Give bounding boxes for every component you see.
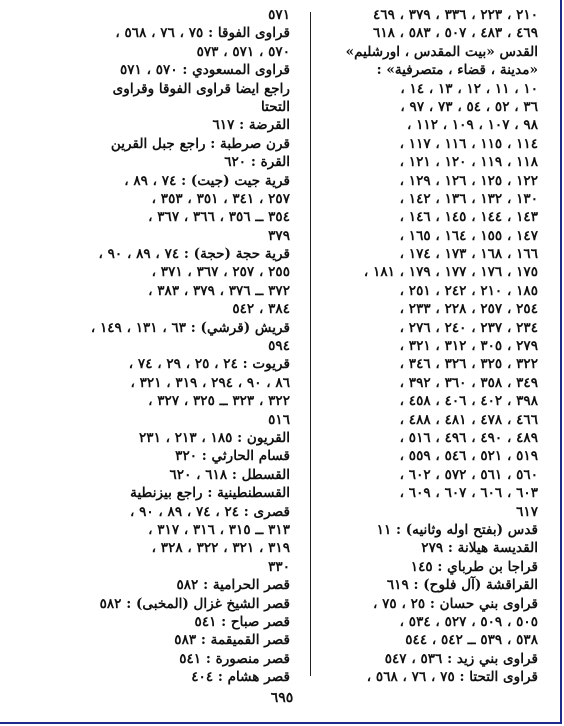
left-column-line: ٨٦ ، ٩٠ ، ٢٩٤ ، ٣١٩ ، ٣٢١ ، (130, 374, 290, 391)
left-column-line: ٣٧٢ ــ ٣٧٦ ، ٣٧٩ ، ٣٨٣ ، (148, 282, 290, 299)
left-column-line: ٢٥٥ ، ٢٥٧ ، ٣٦٧ ، ٣٧١ ، (151, 264, 290, 281)
right-column-line: ١٧٥ ، ١٧٦ ، ١٧٧ ، ١٧٩ ، ١٨١ ، (363, 264, 538, 281)
right-column-line: قدس (بفتح اوله وثانيه) : ١١ (376, 521, 538, 538)
left-column-line: قسام الحارثي : ٣٢٠ (175, 448, 290, 465)
right-column-line: ٥٠٥ ، ٥٠٩ ، ٥٢٧ ، ٥٣٤ ، (399, 613, 538, 630)
right-column-line: ١٤٧ ، ١٥٥ ، ١٦٤ ، ١٦٥ ، (399, 227, 538, 244)
right-column-line: ١٢٢ ، ١٢٥ ، ١٢٦ ، ١٢٩ ، (399, 172, 538, 189)
left-column-line: ٣١٣ ــ ٣١٥ ، ٣١٦ ، ٣١٧ ، (148, 521, 290, 538)
right-column-line: ١٠ ، ١١ ، ١٢ ، ١٣ ، ١٤ ، (400, 80, 538, 97)
right-column-line: ٣٤٩ ، ٣٥٨ ، ٣٦٠ ، ٣٩٢ ، (399, 374, 538, 391)
right-column-line: ٩٨ ، ١٠٧ ، ١٠٩ ، ١١٢ ، (406, 117, 538, 134)
left-column-line: ٣٣٠ (268, 558, 290, 575)
left-column-line: قريوت : ٢٤ ، ٢٥ ، ٢٩ ، ٧٤ ، (128, 356, 290, 373)
right-column-line: ٦٠٣ ، ٦٠٦ ، ٦٠٧ ، ٦٠٩ ، (399, 485, 538, 502)
right-column-line: ١٣٠ ، ١٣٢ ، ١٣٦ ، ١٤٢ ، (399, 190, 538, 207)
right-column-line: «مدينة ، قضاء ، متصرفية» : (376, 62, 538, 79)
left-column-line: القسطل : ٦١٨ ، ٦٢٠ (169, 466, 290, 483)
left-column-line: قصر صباح : ٥٤١ (194, 613, 290, 630)
left-column-line: قصر الحرامية : ٥٨٢ (176, 577, 290, 594)
right-column-line: القدس «بيت المقدس ، اورشليم» (345, 43, 538, 60)
left-column-line: ٣٢٢ ، ٣٢٣ ــ ٣٢٥ ، ٣٢٧ ، (148, 393, 290, 410)
left-column-line: قصر القميقمة : ٥٨٣ (174, 632, 290, 649)
column-divider (310, 12, 311, 676)
left-column-line: قرن صرطبة : راجع جبل القرين (110, 135, 290, 152)
left-column-line: قصرى : ٢٤ ، ٧٤ ، ٨٩ ، ٩٠ ، (129, 503, 290, 520)
left-column (34, 6, 290, 686)
left-column-line: قريش (قرشي) : ٦٣ ، ١٣١ ، ١٤٩ ، (90, 319, 290, 336)
right-column-line: ٣٦ ، ٥٢ ، ٥٤ ، ٧٣ ، ٩٧ ، (400, 98, 538, 115)
left-column-line: ٣٥٤ ــ ٣٥٦ ، ٣٦٦ ، ٣٦٧ ، (148, 209, 290, 226)
right-column-line: ٣٢٢ ، ٣٢٥ ، ٣٢٦ ، ٣٤٦ ، (399, 356, 538, 373)
left-column-line: ٣٨٤ ، ٥٤٢ (232, 301, 290, 318)
right-column-line: قراوى بني حسان : ٢٥ ، ٧٥ ، (372, 595, 538, 612)
left-column-line: راجع ايضا قراوى الفوقا وقراوى (112, 80, 290, 97)
right-column-line: ١٤٣ ، ١٤٤ ، ١٤٥ ، ١٤٦ ، (399, 209, 538, 226)
right-column-line: ٣٩٨ ، ٤٠٢ ، ٤٠٦ ، ٤٥٨ ، (399, 393, 538, 410)
right-column-line: ٤٨٩ ، ٤٩٠ ، ٤٩٦ ، ٥١٦ ، (399, 429, 538, 446)
right-column-line: ٢١٠ ، ٢٢٣ ، ٣٣٦ ، ٣٧٩ ، ٤٦٩ (373, 7, 538, 23)
left-column-line: التحتا (260, 98, 290, 115)
left-column-line: ٥٧١ (268, 7, 290, 23)
left-column-line: ٣٧٩ (268, 227, 290, 244)
right-column-line: ١١٤ ، ١١٥ ، ١١٦ ، ١١٧ ، (399, 135, 538, 152)
left-column-line: قراوى المسعودي : ٥٧٠ ، ٥٧١ (119, 62, 290, 79)
left-column-line: ٥٩٤ (268, 338, 290, 355)
right-column-line: ١١٨ ، ١١٩ ، ١٢٠ ، ١٢١ ، (399, 154, 538, 171)
right-column-line: ٢٧٩ ، ٣٠٥ ، ٣١٢ ، ٣٢١ ، (399, 338, 538, 355)
page-number: ٦٩٥ (270, 690, 294, 706)
left-column-line: ٥٧٠ ، ٥٧١ ، ٥٧٣ (196, 43, 290, 60)
left-column-line: قصر الشيخ غزال (المخبى) : ٥٨٢ (99, 595, 290, 612)
left-column-line: القرضة : ٦١٧ (212, 117, 290, 134)
right-column-line: قراوى التحتا : ٧٥ ، ٧٦ ، ٥٦٨ ، (366, 669, 538, 686)
left-column-line: القريون : ١٨٥ ، ٢١٣ ، ٢٣١ (138, 429, 290, 446)
left-column-line: قرية حجة (حجة) : ٧٤ ، ٨٩ ، ٩٠ ، (98, 246, 290, 263)
right-column-line: ٥١٩ ، ٥٢١ ، ٥٤٦ ، ٥٥٩ ، (399, 448, 538, 465)
index-page (26, 6, 538, 686)
right-column-line: ٤٦٩ ، ٤٨٣ ، ٥٠٧ ، ٥٨٣ ، ٦١٨ (373, 25, 538, 42)
left-column-line: قرية جيت (جيت) : ٧٤ ، ٨٩ ، (124, 172, 290, 189)
left-column-line: القسطنطينية : راجع بيزنطية (130, 485, 290, 502)
right-column-line: ٢٣٤ ، ٢٣٧ ، ٢٤٠ ، ٢٧٦ ، (399, 319, 538, 336)
right-column-line: ٥٣٨ ، ٥٣٩ ــ ٥٤٢ ، ٥٤٤ (405, 632, 538, 649)
right-column-line: القديسة هيلانة : ٢٧٩ (421, 540, 538, 557)
right-column-line: ٦١٧ (516, 503, 538, 520)
left-column-line: ٣١٩ ، ٣٢١ ، ٣٢٢ ، ٣٢٨ ، (151, 540, 290, 557)
right-column-line: القراقشة (آل فلوح) : ٦١٩ (386, 577, 538, 594)
left-column-line: قصر هشام : ٤٠٤ (191, 669, 290, 686)
right-column-line: ٥٦٠ ، ٥٦١ ، ٥٧٢ ، ٦٠٢ ، (399, 466, 538, 483)
left-column-line: ٢٥٧ ، ٣٤١ ، ٣٥١ ، ٣٥٣ ، (151, 190, 290, 207)
left-column-line: القرة : ٦٢٠ (224, 154, 290, 171)
right-column-line: قراجا بن طرباي : ١٤٥ (410, 558, 538, 575)
right-column-line: ٤٦٦ ، ٤٧٨ ، ٤٨١ ، ٤٨٨ ، (399, 411, 538, 428)
left-column-line: قصر منصورة : ٥٤١ (179, 650, 290, 667)
left-column-line: ٥١٦ (268, 411, 290, 428)
right-column-line: قراوى بني زيد : ٥٣٦ ، ٥٤٧ (384, 650, 538, 667)
right-column-line: ١٨٥ ، ٢١٠ ، ٢٤٢ ، ٢٥١ ، (399, 282, 538, 299)
left-column-line: قراوى الفوقا : ٧٥ ، ٧٦ ، ٥٦٨ ، (115, 25, 290, 42)
right-column (302, 6, 538, 686)
right-column-line: ٢٥٤ ، ٢٥٧ ، ٢٢٨ ، ٢٣٣ ، (399, 301, 538, 318)
right-column-line: ١٦٦ ، ١٦٨ ، ١٧٣ ، ١٧٤ ، (399, 246, 538, 263)
